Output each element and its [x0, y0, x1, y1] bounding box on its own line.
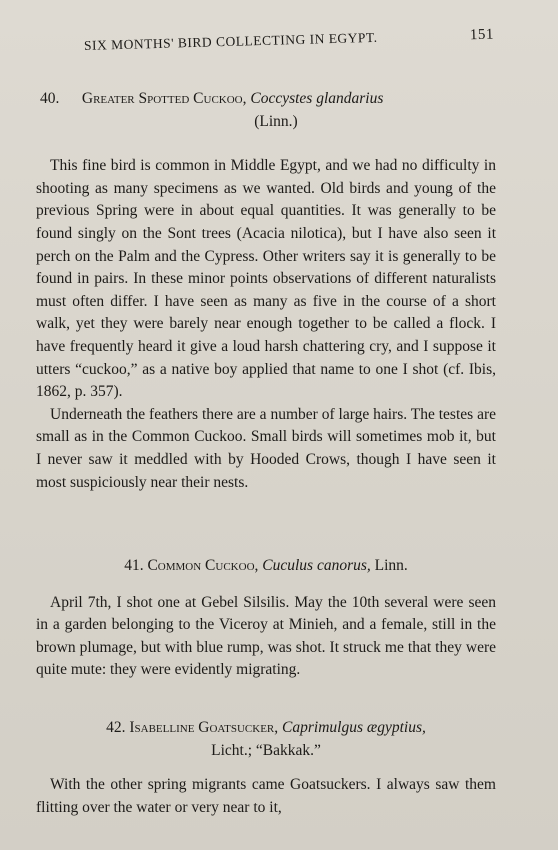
section-40-heading [36, 88, 496, 111]
section-41-paragraph-1: April 7th, I shot one at Gebel Silsilis. May the 10th several were seen in a garden belonging to the Viceroy at Minieh, and a female, still in the brown plumage, but with blue rump, was shot. It struck me that they were quite mute: they were evidently migrating. [36, 593, 496, 679]
section-42 [36, 717, 496, 819]
common-name: Common Cuckoo, [147, 557, 259, 574]
common-name: Greater Spotted Cuckoo, [81, 90, 247, 107]
authority: Licht.; “Bakkak.” [211, 741, 321, 759]
section-41 [36, 555, 496, 682]
page-number: 151 [469, 26, 495, 44]
section-40 [36, 88, 496, 494]
section-number: 42. [106, 719, 126, 736]
section-41-heading [36, 555, 496, 578]
latin-name: Cuculus canorus, [262, 557, 371, 574]
section-42-paragraph-1: With the other spring migrants came Goatsuckers. I always saw them flitting over the water or very near to it, [36, 776, 496, 816]
authority: (Linn.) [254, 112, 298, 130]
section-40-paragraph-1: This fine bird is common in Middle Egypt, and we had no difficulty in shooting as many specimens as we wanted. Old birds and young of the previous Spring were in about equal quantities. It was generally to be found singly on the Sont trees (Acacia nilotica), but I have also seen it perch on the Palm and the Cypress. Other writers say it is generally to be found in pairs. In these minor points observations of different naturalists must often differ. I have seen as many as five in the course of a short walk, yet they were barely near enough together to be called a flock. I have frequently heard it give a loud harsh chattering cry, and I suppose it utters “cuckoo,” as a native boy applied that name to one I shot (cf. Ibis, 1862, p. 357). [36, 157, 496, 401]
common-name: Isabelline Goatsucker, [129, 719, 279, 736]
section-40-paragraph-2: Underneath the feathers there are a number of large hairs. The testes are small as in the Common Cuckoo. Small birds will sometimes mob it, but I never saw it meddled with by Hooded Crows, though I have seen it most suspiciously near their nests. [36, 405, 496, 491]
section-42-heading [36, 717, 496, 740]
authority: Linn. [374, 557, 408, 574]
section-number: 41. [124, 557, 144, 574]
section-number: 40. [40, 90, 60, 107]
running-header [84, 27, 494, 54]
latin-name: Coccystes glandarius [250, 90, 384, 107]
latin-name: Caprimulgus ægyptius, [282, 719, 426, 736]
running-title: SIX MONTHS' BIRD COLLECTING IN EGYPT. [83, 29, 378, 53]
